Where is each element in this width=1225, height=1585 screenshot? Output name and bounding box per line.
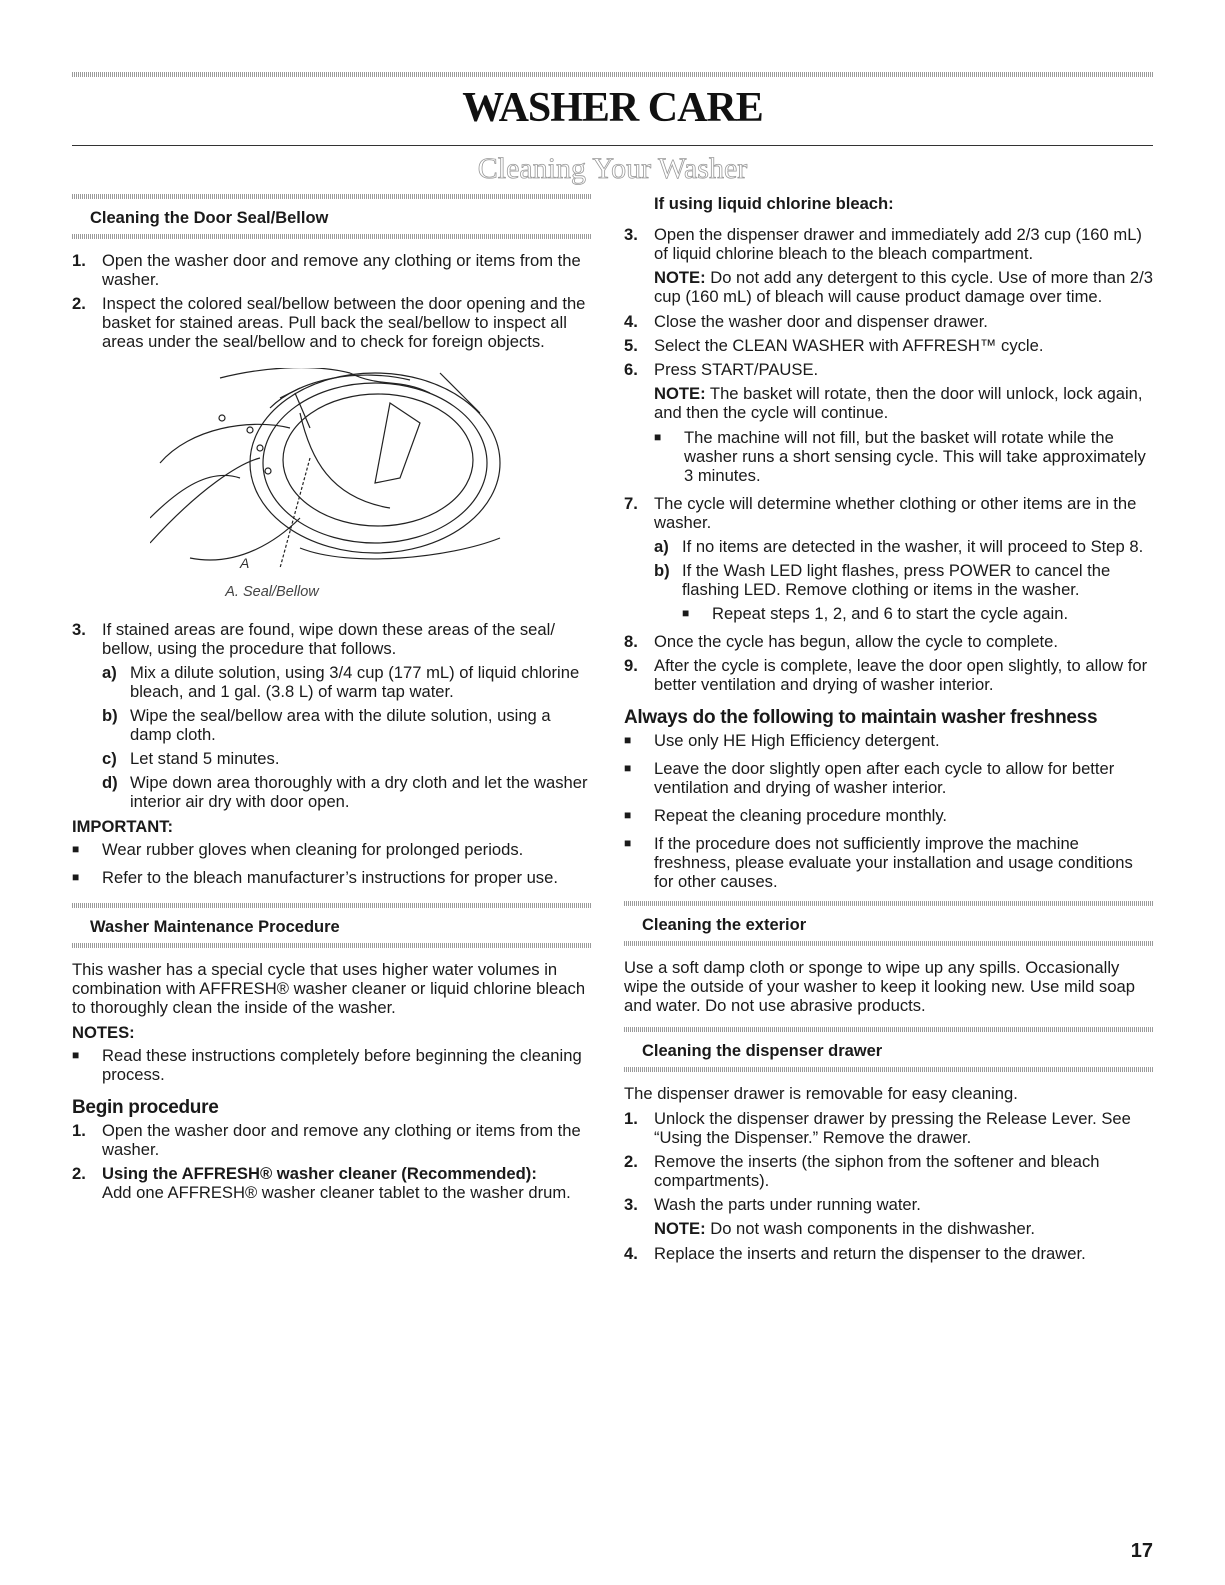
step-item [624, 632, 1154, 651]
page-title: WASHER CARE [462, 85, 763, 131]
bullet-text: Read these instructions completely before beginning the cleaning process. [102, 1046, 582, 1084]
bleach-heading: If using liquid chlorine bleach: [654, 194, 894, 213]
important-label: IMPORTANT: [72, 817, 174, 836]
bullet-text: Repeat steps 1, 2, and 6 to start the cycle again. [712, 604, 1069, 623]
left-column [72, 194, 592, 1207]
bullet-item [654, 428, 1154, 485]
substep-letter: a) [654, 537, 669, 556]
section-heading: Cleaning the Door Seal/Bellow [90, 209, 329, 227]
step-item [624, 336, 1154, 355]
bullet-square-icon: ■ [624, 836, 632, 850]
step-number: 1. [72, 251, 86, 270]
section-heading: Cleaning the dispenser drawer [642, 1042, 883, 1060]
begin-procedure-heading: Begin procedure [72, 1097, 219, 1118]
step-number: 1. [624, 1109, 638, 1128]
bullet-square-icon: ■ [624, 808, 632, 822]
substep-text: Let stand 5 minutes. [130, 749, 280, 768]
note-label: NOTE: [654, 1219, 706, 1238]
step-number: 3. [624, 1195, 638, 1214]
step-text: Press START/PAUSE. [654, 360, 819, 379]
step-text: Open the washer door and remove any clothing or items from the washer. [102, 1121, 581, 1159]
page-subtitle: Cleaning Your Washer [477, 152, 748, 185]
substep-letter: c) [102, 749, 117, 768]
dispenser-intro: The dispenser drawer is removable for easy cleaning. [624, 1084, 1018, 1103]
substep-letter: d) [102, 773, 118, 792]
step-number: 6. [624, 360, 638, 379]
note-text: Do not wash components in the dishwasher. [705, 1219, 1035, 1238]
step-item [624, 360, 1154, 379]
step-item [624, 1244, 1154, 1263]
step-item [624, 1152, 1154, 1190]
step-body-text: Add one AFFRESH® washer cleaner tablet to the washer drum. [102, 1183, 571, 1202]
bullet-item [72, 1046, 592, 1084]
bullet-text: Use only HE High Efficiency detergent. [654, 731, 940, 750]
step-item [624, 1109, 1154, 1147]
hatch-rule [72, 234, 592, 239]
hatch-rule [624, 941, 1154, 946]
substep-letter: b) [654, 561, 670, 580]
section-maintenance [72, 903, 592, 948]
section-exterior [624, 901, 1154, 946]
step-number: 2. [624, 1152, 638, 1171]
figure-caption: A. Seal/Bellow [225, 584, 319, 600]
bullet-item [624, 731, 1154, 750]
step-item [624, 1195, 1154, 1214]
bullet-item [624, 806, 1154, 825]
note-label: NOTE: [654, 384, 706, 403]
step-bold-text: Using the AFFRESH® washer cleaner (Recommended): [102, 1164, 537, 1183]
step-number: 9. [624, 656, 638, 675]
step-item [624, 494, 1154, 532]
step-item [72, 1121, 592, 1159]
step-item [624, 225, 1154, 263]
bullet-text: The machine will not fill, but the basket will rotate while the washer runs a short sensing cycle. This will take approximately 3 minutes. [684, 428, 1146, 485]
right-column [624, 194, 1154, 1268]
step-number: 5. [624, 336, 638, 355]
step-text: Open the dispenser drawer and immediately add 2/3 cup (160 mL) of liquid chlorine bleach to the bleach compartment. [654, 225, 1142, 263]
substep-item [102, 663, 592, 701]
step-number: 3. [624, 225, 638, 244]
step-number: 2. [72, 1164, 86, 1183]
bullet-square-icon: ■ [72, 870, 80, 884]
step-item [624, 656, 1154, 694]
bullet-item [72, 868, 592, 887]
step-text: Open the washer door and remove any clothing or items from the washer. [102, 251, 581, 289]
bullet-square-icon: ■ [72, 1048, 80, 1062]
substep-text: Wipe down area thoroughly with a dry cloth and let the washer interior air dry with door open. [130, 773, 588, 811]
freshness-heading: Always do the following to maintain washer freshness [624, 707, 1098, 728]
top-hatch-rule [72, 72, 1153, 77]
substep-item [102, 706, 592, 744]
hatch-rule [624, 1067, 1154, 1072]
step-number: 4. [624, 1244, 638, 1263]
note-text: The basket will rotate, then the door will unlock, lock again, and then the cycle will continue. [654, 384, 1143, 422]
figure-label: A [240, 555, 250, 571]
substep-item [102, 749, 592, 768]
substep-letter: b) [102, 706, 118, 725]
step-number: 2. [72, 294, 86, 313]
bullet-square-icon: ■ [654, 430, 662, 444]
step-text: Close the washer door and dispenser drawer. [654, 312, 988, 331]
step-item [72, 1164, 592, 1202]
note [654, 384, 1154, 422]
note-label: NOTE: [654, 268, 706, 287]
bullet-item [72, 840, 592, 859]
substep-item [102, 773, 592, 811]
step-number: 7. [624, 494, 638, 513]
bullet-text: Repeat the cleaning procedure monthly. [654, 806, 948, 825]
step-number: 3. [72, 620, 86, 639]
bullet-item [624, 759, 1154, 797]
bullet-text: Wear rubber gloves when cleaning for prolonged periods. [102, 840, 524, 859]
bullet-square-icon: ■ [682, 606, 690, 620]
step-text: If stained areas are found, wipe down these areas of the seal/ bellow, using the procedure that follows. [102, 620, 555, 658]
step-number: 8. [624, 632, 638, 651]
section-heading: Washer Maintenance Procedure [90, 918, 340, 936]
notes-label: NOTES: [72, 1023, 135, 1042]
step-item [624, 312, 1154, 331]
substep-item [654, 537, 1154, 556]
substep-text: If no items are detected in the washer, it will proceed to Step 8. [682, 537, 1144, 556]
substep-text: Wipe the seal/bellow area with the dilute solution, using a damp cloth. [130, 706, 551, 744]
bullet-text: If the procedure does not sufficiently improve the machine freshness, please evaluate your installation and usage conditions for other causes. [654, 834, 1133, 891]
hatch-rule [72, 943, 592, 948]
section-door-seal [72, 194, 592, 239]
maintenance-intro: This washer has a special cycle that uses higher water volumes in combination with AFFRESH® washer cleaner or liquid chlorine bleach to thoroughly clean the inside of the washer. [72, 960, 586, 1017]
note [654, 1219, 1154, 1238]
page-number: 17 [1130, 1540, 1153, 1562]
title-rule [72, 145, 1153, 146]
step-text: Select the CLEAN WASHER with AFFRESH™ cycle. [654, 336, 1044, 355]
step-text: Remove the inserts (the siphon from the softener and bleach compartments). [654, 1152, 1100, 1190]
step-number: 4. [624, 312, 638, 331]
step-item [72, 620, 592, 658]
section-heading: Cleaning the exterior [642, 916, 807, 934]
step-text: After the cycle is complete, leave the door open slightly, to allow for better ventilation and drying of washer interior. [654, 656, 1148, 694]
bullet-text: Leave the door slightly open after each cycle to allow for better ventilation and drying of washer interior. [654, 759, 1115, 797]
bullet-item [624, 834, 1154, 891]
note [654, 268, 1154, 306]
seal-bellow-illustration [150, 368, 510, 573]
step-text: Wash the parts under running water. [654, 1195, 921, 1214]
step-item [72, 294, 592, 351]
step-text: The cycle will determine whether clothing or other items are in the washer. [654, 494, 1137, 532]
exterior-text: Use a soft damp cloth or sponge to wipe up any spills. Occasionally wipe the outside of your washer to keep it looking new. Use mild soap and water. Do not use abrasive products. [624, 958, 1136, 1015]
substep-letter: a) [102, 663, 117, 682]
substep-item [654, 561, 1154, 599]
bullet-item [682, 604, 1154, 623]
bullet-square-icon: ■ [72, 842, 80, 856]
step-item [72, 251, 592, 289]
substep-text: If the Wash LED light flashes, press POWER to cancel the flashing LED. Remove clothing or items in the washer. [682, 561, 1111, 599]
step-text [102, 1164, 592, 1202]
bullet-square-icon: ■ [624, 761, 632, 775]
step-text: Inspect the colored seal/bellow between the door opening and the basket for stained areas. Pull back the seal/bellow to inspect all areas under the seal/bellow and to check for foreign objects. [102, 294, 586, 351]
step-text: Once the cycle has begun, allow the cycle to complete. [654, 632, 1059, 651]
step-number: 1. [72, 1121, 86, 1140]
bullet-text: Refer to the bleach manufacturer’s instructions for proper use. [102, 868, 558, 887]
bullet-square-icon: ■ [624, 733, 632, 747]
note-text: Do not add any detergent to this cycle. Use of more than 2/3 cup (160 mL) of bleach will cause product damage over time. [654, 268, 1153, 306]
substep-text: Mix a dilute solution, using 3/4 cup (177 mL) of liquid chlorine bleach, and 1 gal. (3.8 L) of warm tap water. [130, 663, 580, 701]
section-dispenser [624, 1027, 1154, 1072]
step-text: Unlock the dispenser drawer by pressing the Release Lever. See “Using the Dispenser.” Remove the drawer. [654, 1109, 1131, 1147]
step-text: Replace the inserts and return the dispenser to the drawer. [654, 1244, 1086, 1263]
